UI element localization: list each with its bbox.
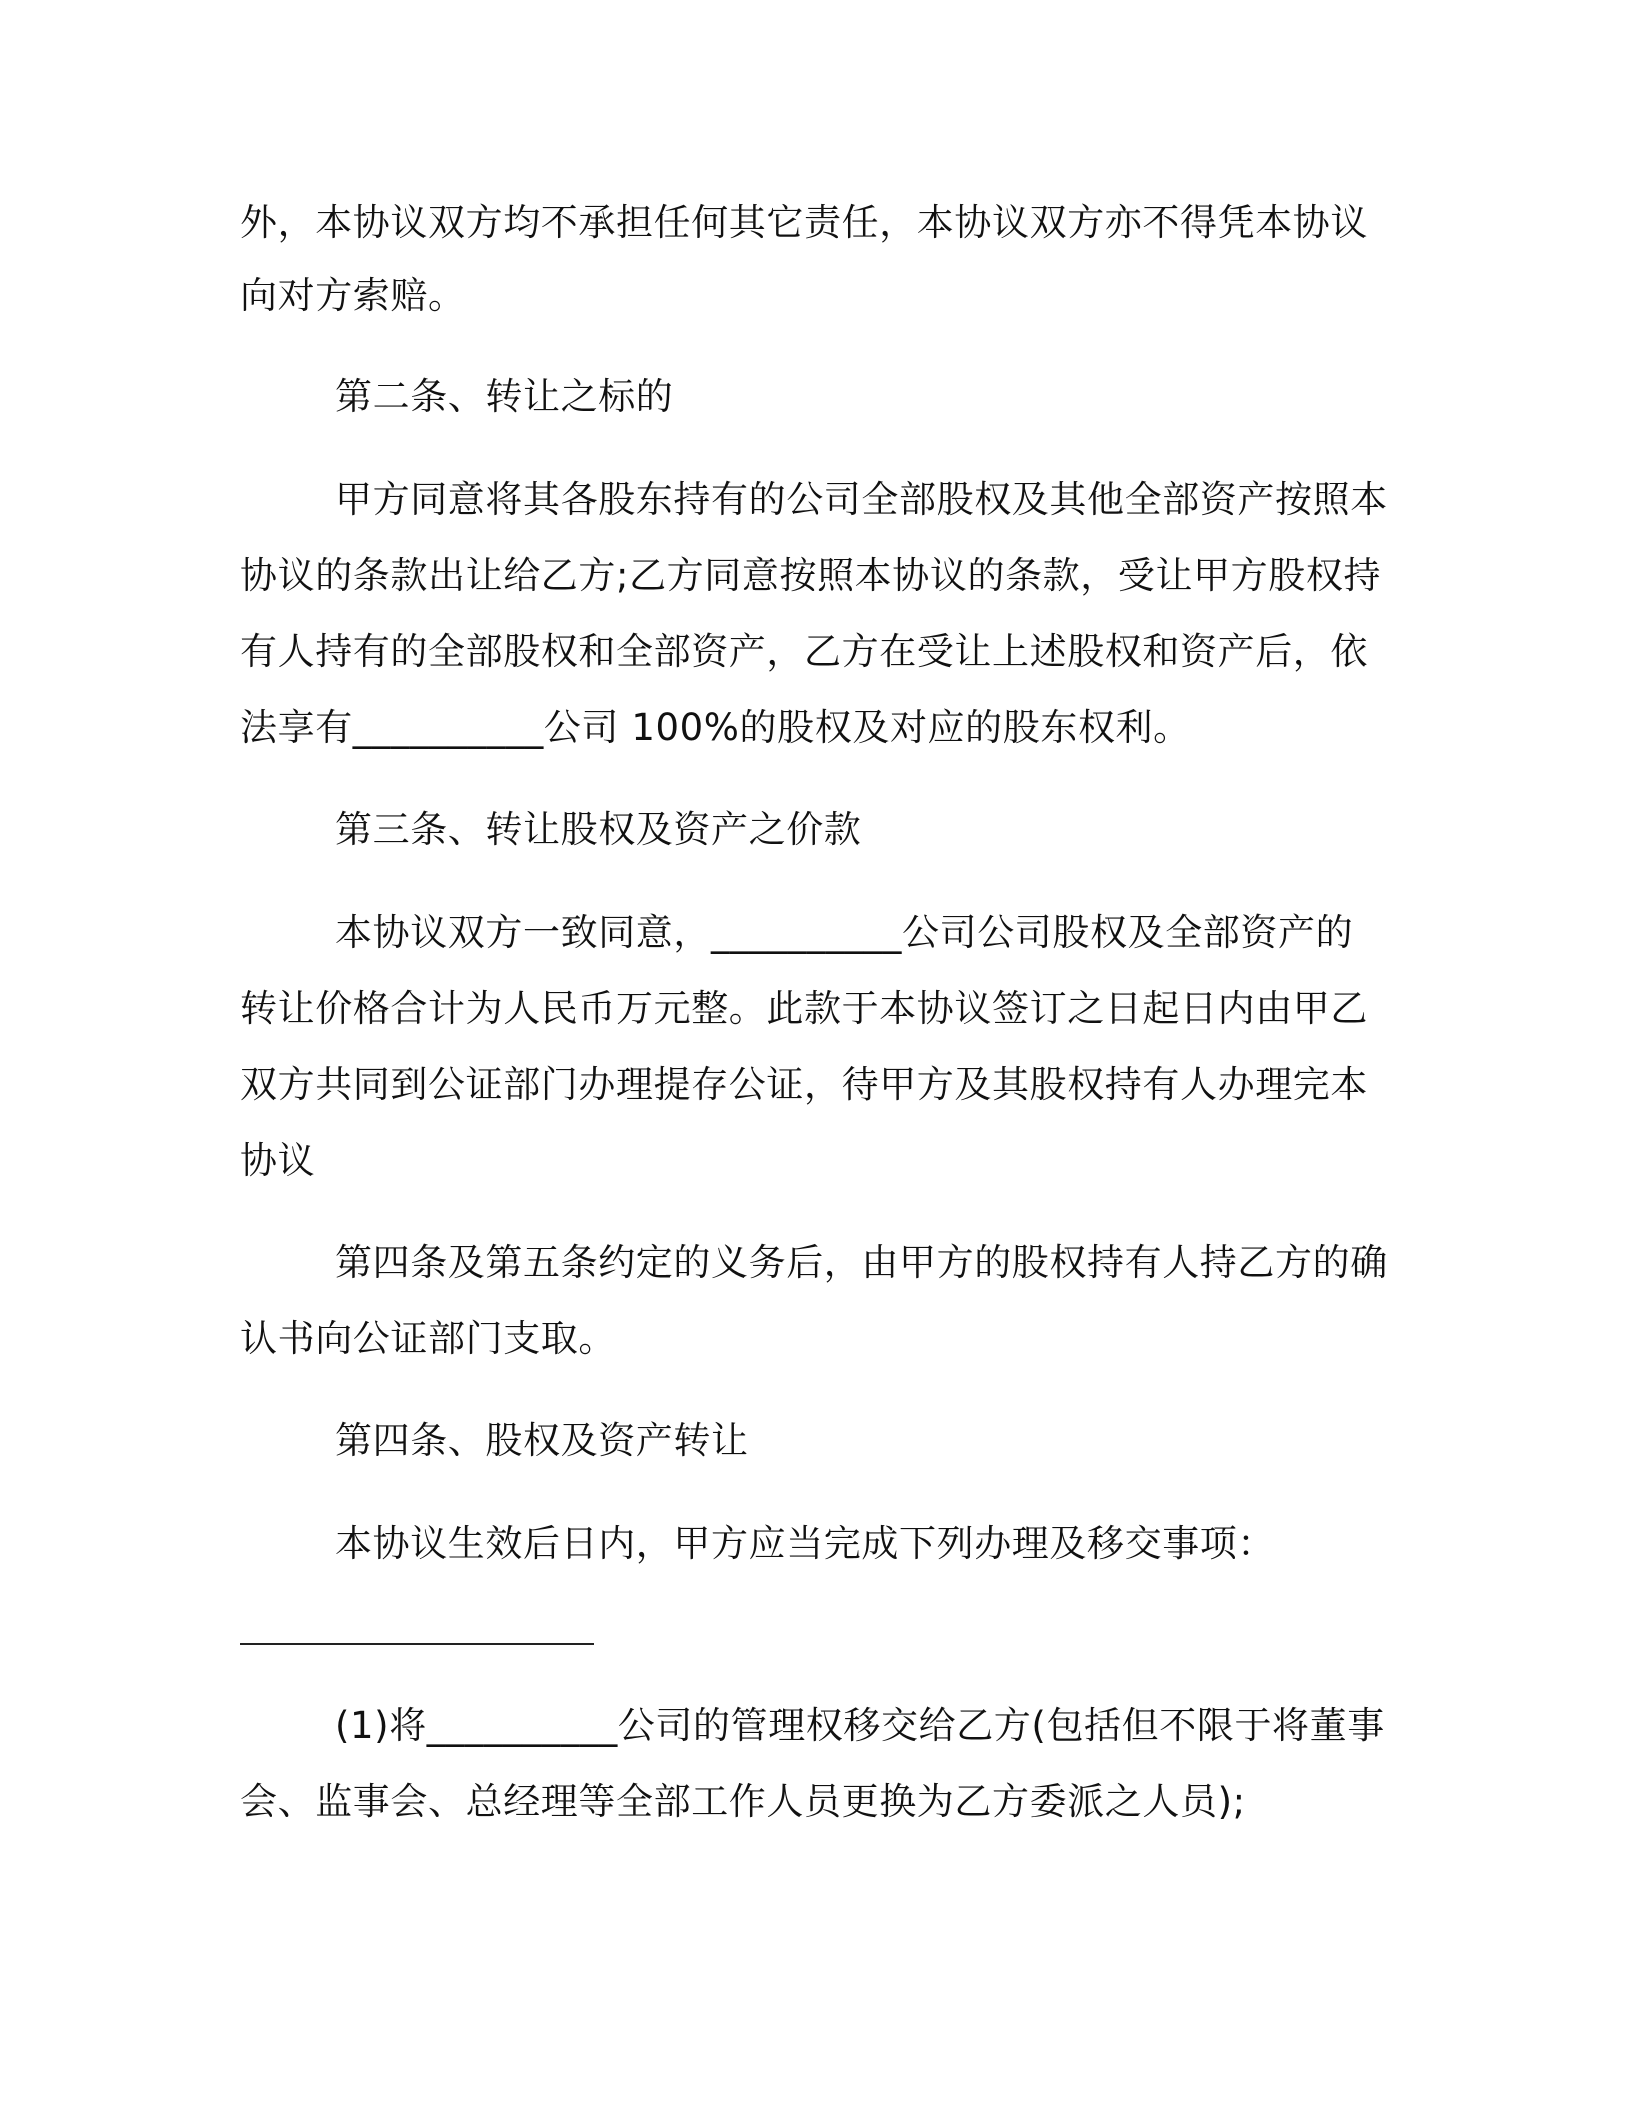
paragraph-line: 法享有__________公司 100%的股权及对应的股东权利。 bbox=[240, 706, 1191, 749]
paragraph-line: 外，本协议双方均不承担任何其它责任，本协议双方亦不得凭本协议 bbox=[240, 201, 1368, 244]
paragraph-line: 协议的条款出让给乙方;乙方同意按照本协议的条款，受让甲方股权持 bbox=[240, 554, 1382, 597]
article-heading: 第三条、转让股权及资产之价款 bbox=[335, 808, 862, 851]
paragraph-line: 第四条及第五条约定的义务后，由甲方的股权持有人持乙方的确 bbox=[335, 1241, 1388, 1284]
paragraph-line: 向对方索赔。 bbox=[240, 274, 466, 317]
paragraph-line: 本协议生效后日内，甲方应当完成下列办理及移交事项： bbox=[335, 1522, 1275, 1565]
paragraph-line: 本协议双方一致同意，__________公司公司股权及全部资产的 bbox=[335, 911, 1354, 954]
paragraph-line: 有人持有的全部股权和全部资产，乙方在受让上述股权和资产后，依 bbox=[240, 630, 1368, 673]
article-heading: 第四条、股权及资产转让 bbox=[335, 1419, 749, 1462]
paragraph-line: 会、监事会、总经理等全部工作人员更换为乙方委派之人员); bbox=[240, 1780, 1246, 1823]
paragraph-line: 甲方同意将其各股东持有的公司全部股权及其他全部资产按照本 bbox=[335, 478, 1388, 521]
article-heading: 第二条、转让之标的 bbox=[335, 375, 674, 418]
paragraph-line: 转让价格合计为人民币万元整。此款于本协议签订之日起日内由甲乙 bbox=[240, 987, 1368, 1030]
document-page bbox=[240, 0, 1392, 2112]
paragraph-line: 认书向公证部门支取。 bbox=[240, 1317, 616, 1360]
paragraph-line: 协议 bbox=[240, 1139, 316, 1182]
paragraph-line: 双方共同到公证部门办理提存公证，待甲方及其股权持有人办理完本 bbox=[240, 1063, 1368, 1106]
blank-fill-line bbox=[240, 1643, 594, 1645]
paragraph-line: (1)将__________公司的管理权移交给乙方(包括但不限于将董事 bbox=[335, 1704, 1385, 1747]
